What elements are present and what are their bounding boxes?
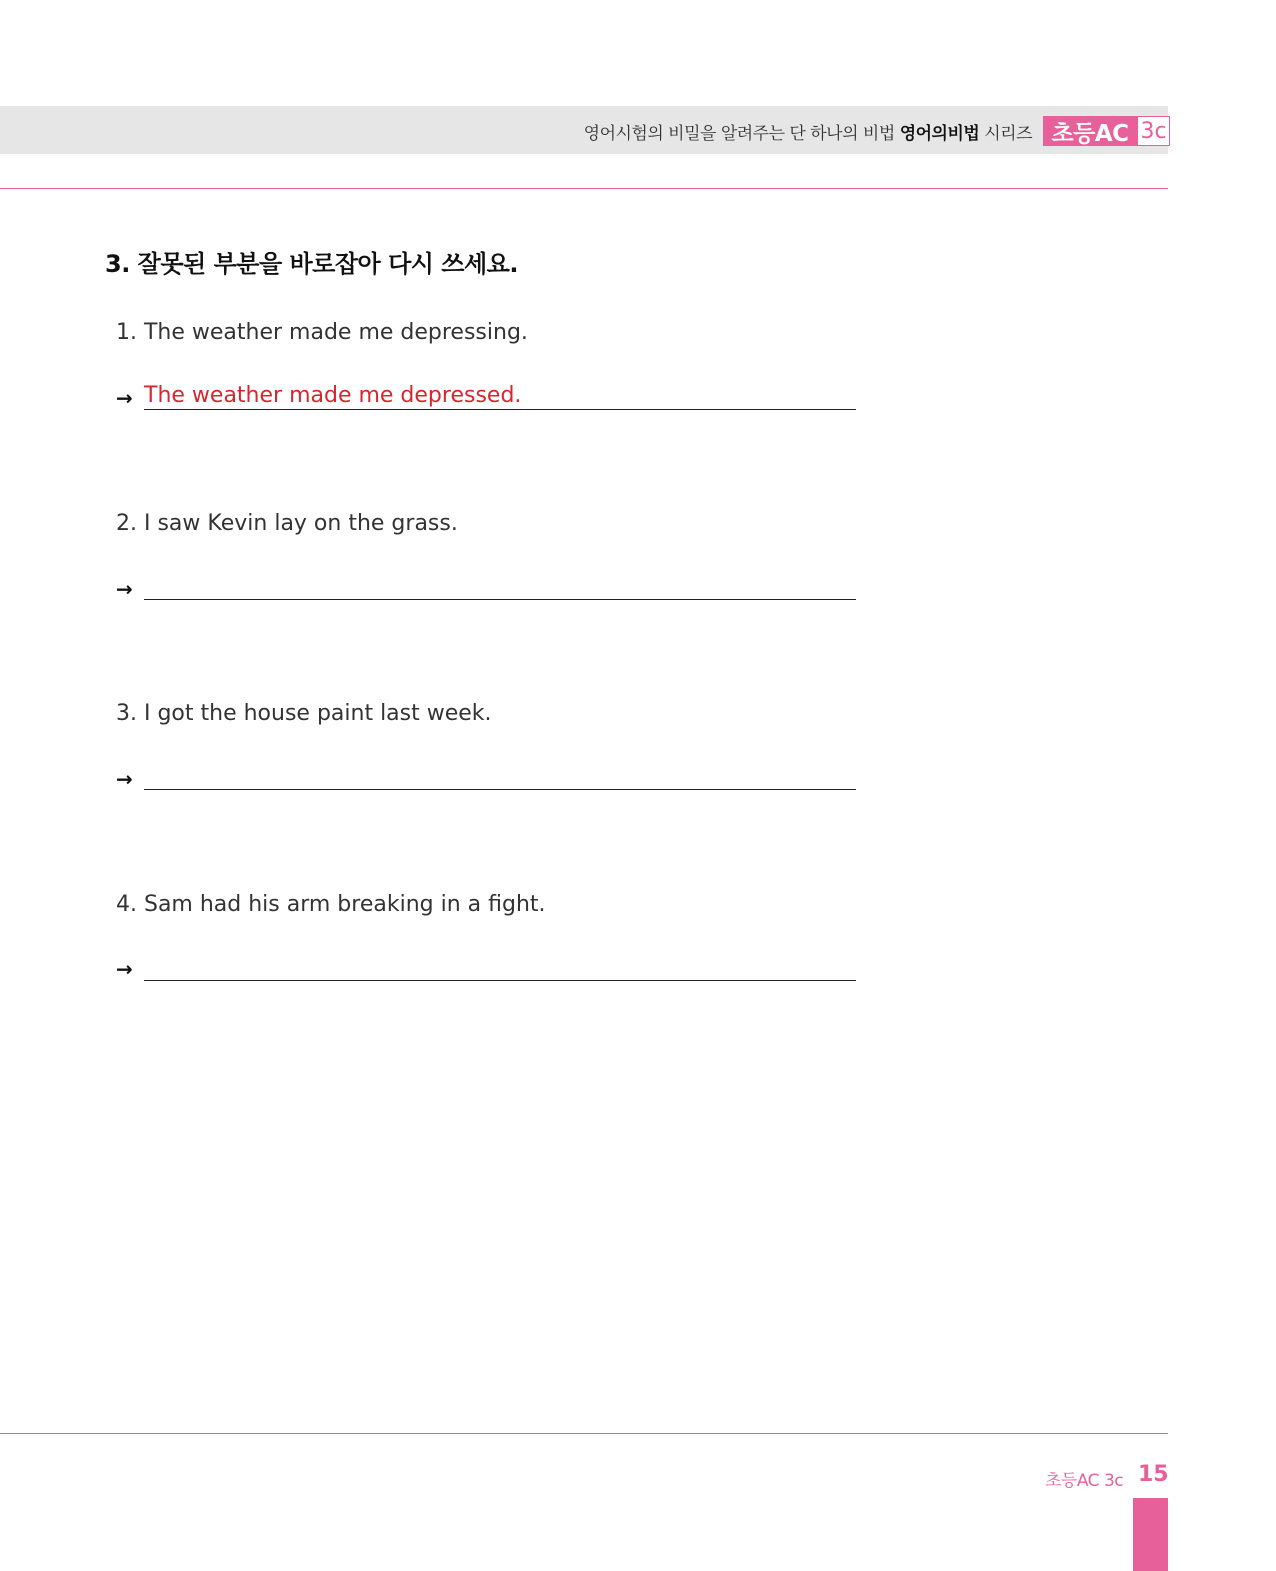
arrow-icon: →: [116, 386, 133, 410]
series-bold: 영어의비법: [899, 124, 980, 144]
series-text: 영어시험의 비밀을 알려주는 단 하나의 비법: [583, 124, 895, 144]
header-divider: [0, 188, 1168, 189]
footer-brand: 초등AC 3c: [1045, 1471, 1124, 1491]
question-3: 3. I got the house paint last week.: [116, 701, 492, 726]
series-suffix: 시리즈: [984, 124, 1032, 144]
page-tab: [1133, 1498, 1168, 1571]
question-4: 4. Sam had his arm breaking in a fight.: [116, 892, 546, 917]
question-2: 2. I saw Kevin lay on the grass.: [116, 511, 458, 536]
series-tagline: [584, 119, 1032, 144]
question-1: 1. The weather made me depressing.: [116, 320, 528, 345]
arrow-icon: →: [116, 957, 133, 981]
arrow-icon: →: [116, 767, 133, 791]
level-badge: 3c: [1137, 116, 1170, 146]
brand-badge: 초등AC: [1043, 116, 1137, 146]
answer-line-1[interactable]: [144, 409, 856, 410]
page-number: 15: [1138, 1462, 1169, 1487]
answer-line-3[interactable]: [144, 789, 856, 790]
answer-line-4[interactable]: [144, 980, 856, 981]
footer-divider: [0, 1433, 1168, 1434]
section-title: 3. 잘못된 부분을 바로잡아 다시 쓰세요.: [105, 250, 518, 278]
answer-line-2[interactable]: [144, 599, 856, 600]
answer-1: The weather made me depressed.: [144, 383, 522, 408]
arrow-icon: →: [116, 577, 133, 601]
